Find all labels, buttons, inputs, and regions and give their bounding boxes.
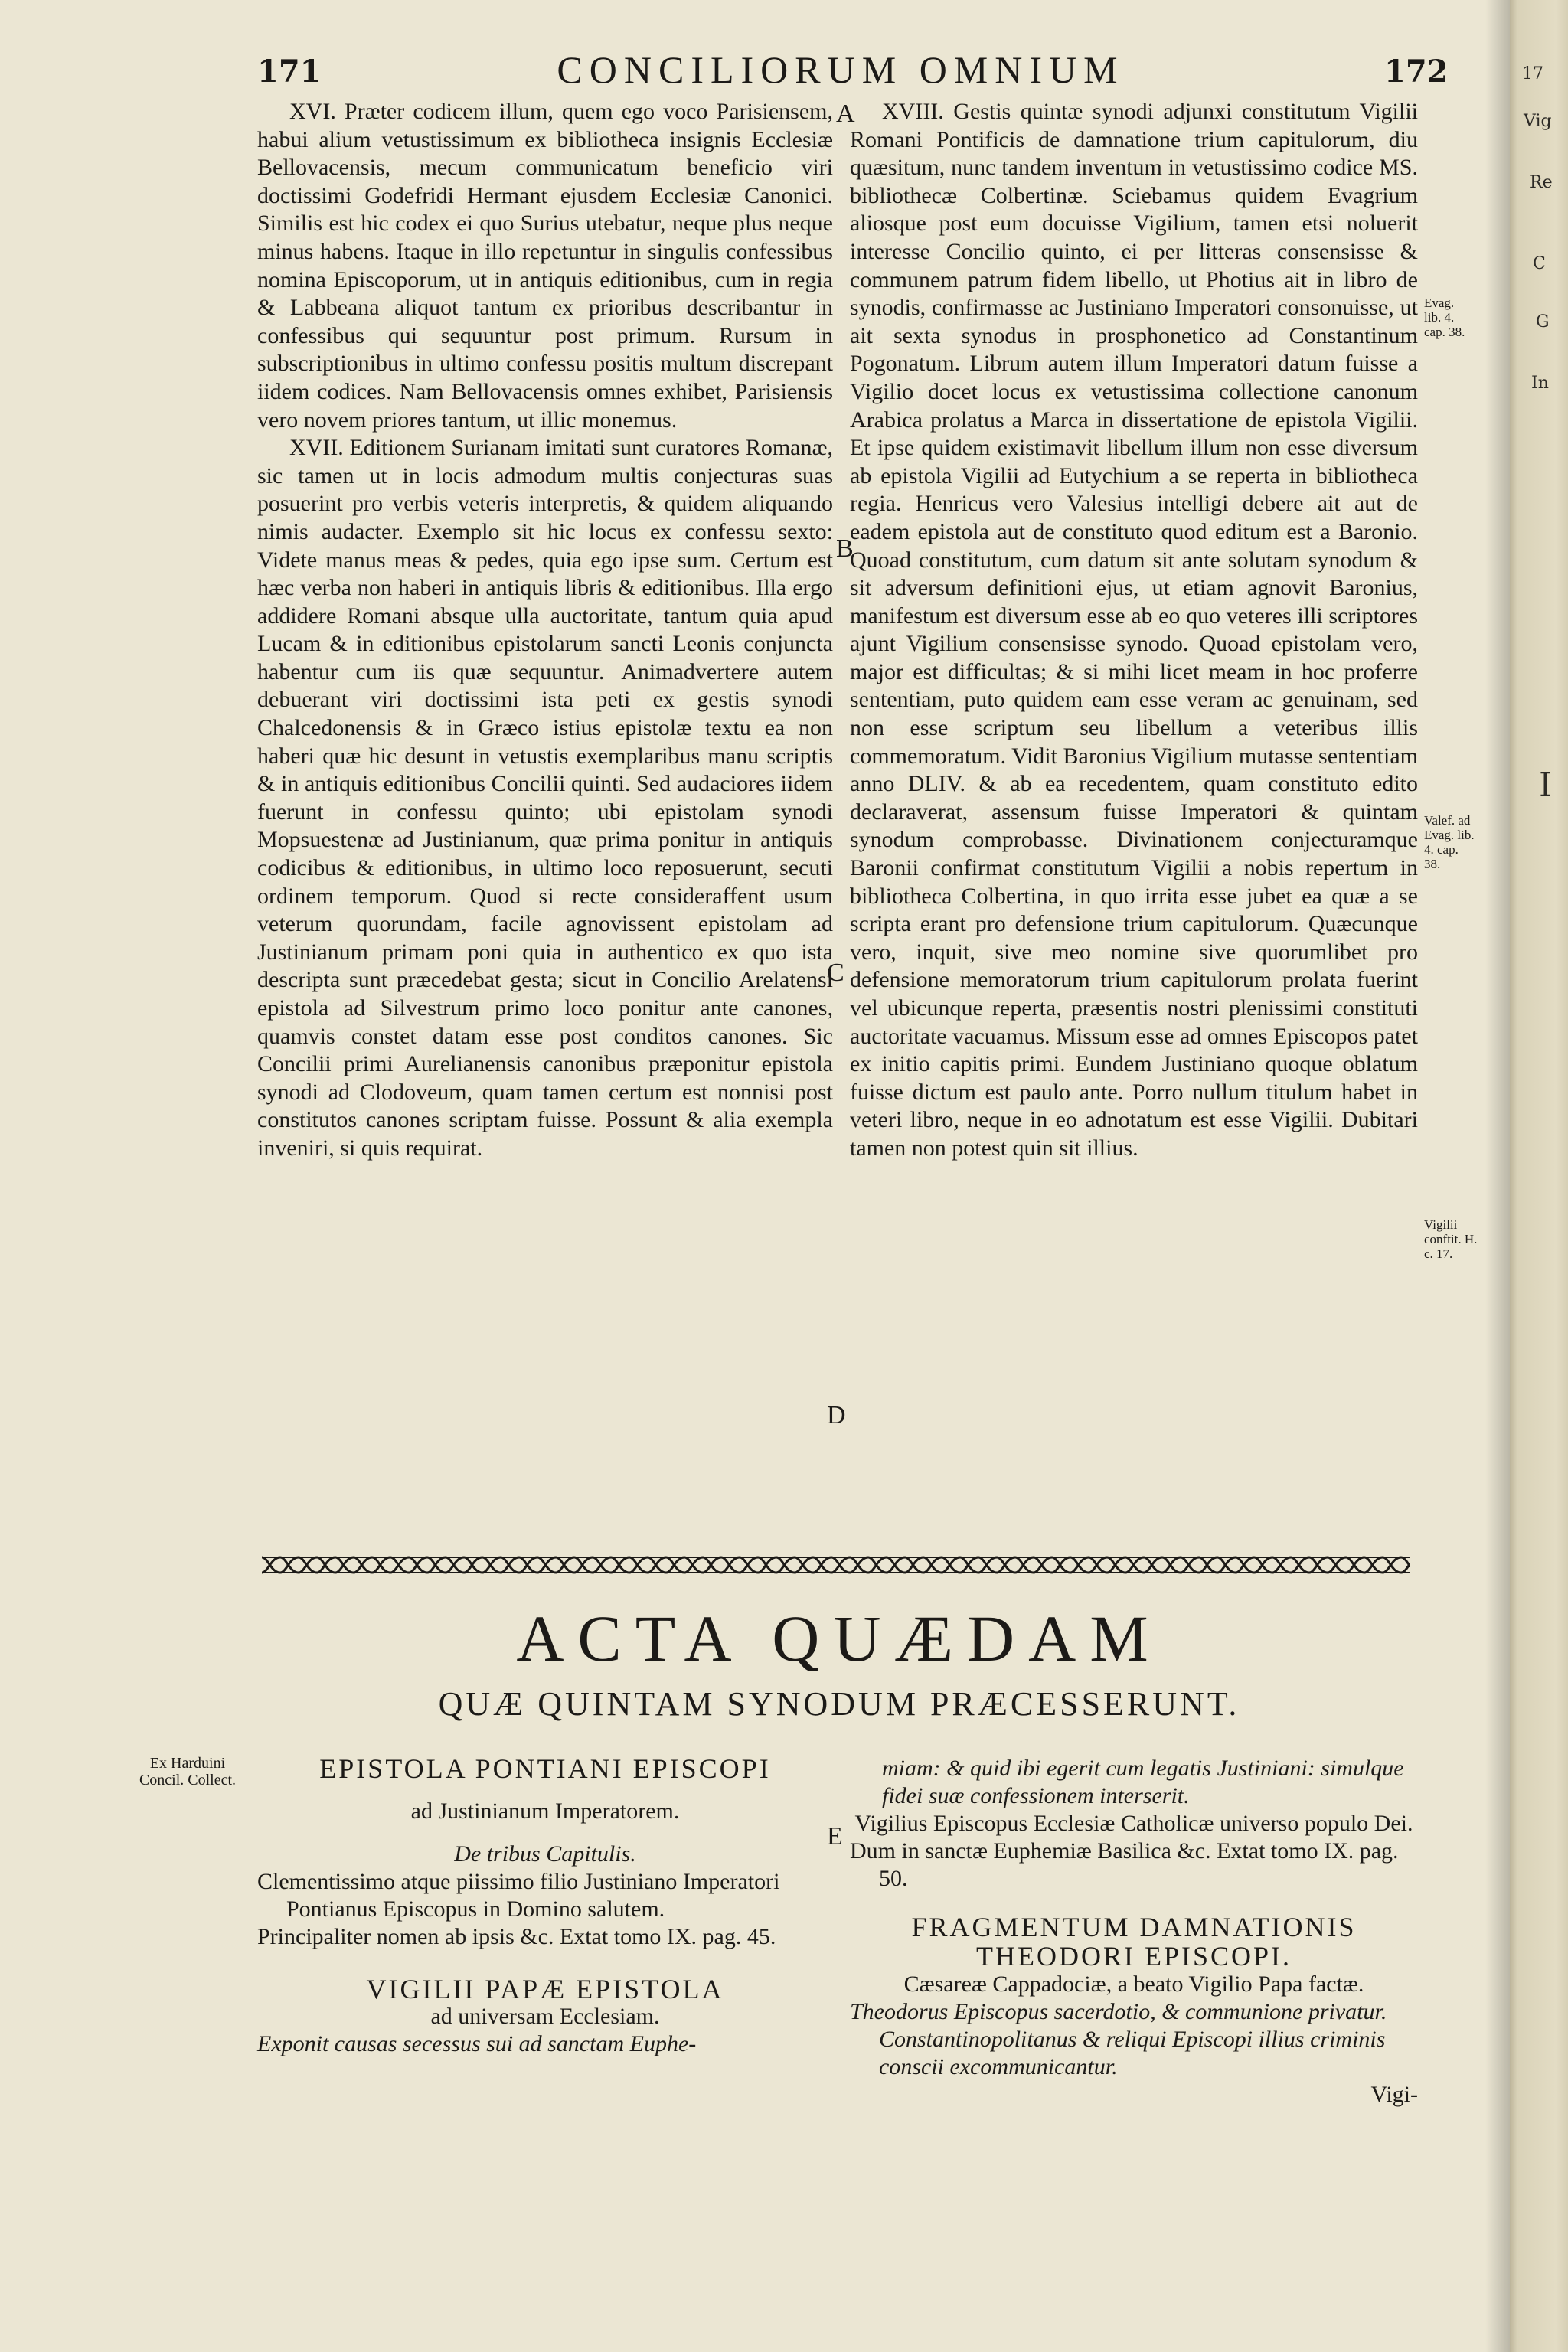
side-note-vigilii: Vigilii conftit. H. c. 17. bbox=[1424, 1217, 1478, 1261]
salutation: Clementissimo atque piissimo filio Justiniano Imperatori Pontianus Episcopus in Domino salutem. bbox=[257, 1869, 780, 1922]
next-page-fragment: Re bbox=[1530, 173, 1553, 192]
next-page-fragment: Vig bbox=[1524, 112, 1552, 131]
gutter-shadow bbox=[1485, 0, 1511, 2352]
next-page-fragment: G bbox=[1536, 312, 1550, 332]
section-title: ACTA QUÆDAM bbox=[516, 1602, 1162, 1675]
ornamental-rule bbox=[262, 1552, 1410, 1578]
next-page-edge bbox=[1510, 0, 1568, 2352]
next-page-fragment: 17 bbox=[1522, 64, 1544, 83]
section-marker-e: E bbox=[827, 1822, 843, 1851]
page-number-left: 171 bbox=[257, 54, 322, 90]
catchword: Vigi- bbox=[1370, 2082, 1418, 2107]
topic-tribus-capitulis: De tribus Capitulis. bbox=[454, 1841, 636, 1867]
page-number-right: 172 bbox=[1384, 54, 1449, 90]
next-page-fragment: C bbox=[1533, 254, 1546, 273]
heading-pontiani: EPISTOLA PONTIANI EPISCOPI bbox=[319, 1753, 771, 1784]
section-marker-b: B bbox=[836, 534, 854, 563]
paragraph-xvii: XVII. Editionem Surianam imitati sunt curatores Romanæ, sic tamen ut in locis admodum multis conjecturas suas posuerint pro verbis veteris interpretis, & quidem aliquando nimis audacter. Exemplo sit hic locus ex confessu sexto: Videte manus meas & pedes, quia ego ipse sum. Certum est hæc verba non haberi in antiquis libris & editionibus. Illa ergo addidere Romani absque ulla auctoritate, tantum quia apud Lucam & in editionibus epistolarum sancti Leonis conjuncta habentur cum iis quæ sequuntur. Animadvertere autem debuerant viri doctissimi ista peti ex gestis synodi Chalcedonensis & in Græco istius epistolæ textu ea non haberi quæ hic desunt in vetustis exemplaribus manu scriptis & in antiquis editionibus Concilii quinti. Sed audaciores iidem fuerunt in confessu quinto; ubi epistolam synodi Mopsuestenæ ad Justinianum, quæ prima ponitur in antiquis codicibus & editionibus, in ultimo loco reposuerunt, secuti ordinem temporum. Quod si recte consideraffent usum veterum quorundam, facile agnovissent epistolam ad Justinianum primam poni quia in authentico ex quo ista descripta sunt præcedebat gesta; sicut in Concilio Arelatensi epistola ad Silvestrum primo loco ponitur ante canones, quamvis constet datam esse post conditos canones. Sic Concilii primi Aurelianensis canonibus præponitur epistola synodi ad Clodoveum, quam tamen certum est nonnisi post constitutos canones scriptam fuisse. Possunt & alia exempla inveniri, si quis requirat. bbox=[257, 435, 833, 1161]
running-title: CONCILIORUM OMNIUM bbox=[557, 48, 1125, 91]
left-text-column bbox=[257, 98, 833, 1163]
side-note-hardouin: Ex Harduini Concil. Collect. bbox=[139, 1755, 237, 1788]
summary-vigilii-cont: miam: & quid ibi egerit cum legatis Justiniani: simulque fidei suæ confessionem interserit. bbox=[882, 1756, 1404, 1808]
next-page-fragment: In bbox=[1531, 374, 1549, 393]
paragraph-xviii: XVIII. Gestis quintæ synodi adjunxi constitutum Vigilii Romani Pontificis de damnatione trium capitulorum, diu quæsitum, nunc tandem inventum in vetustissimo codice MS. bibliothecæ Colbertinæ. Sciebamus quidem Evagrium aliosque post eum docuisse Vigilium, tamen etsi noluerit interesse Concilio quinto, ei per litteras consensisse & communem patrum fidem libello, ut Photius ait in libro de synodis, confirmasse ac Justiniano Imperatori consonuisse, ut ait sexta synodus in prosphonetico ad Constantinum Pogonatum. Librum autem illum Imperatori datum fuisse a Vigilio docet locus ex vetustissima collectione canonum Arabica prolatus a Marca in dissertatione de epistola Vigilii. Et ipse quidem existimavit libellum illum non esse diversum ab epistola Vigilii ad Eutychium a se reperta in bibliotheca regia. Henricus vero Valesius intelligi debere ait aut de eadem epistola aut de constituto quod editum est a Baronio. Quoad constitutum, cum datum sit ante solutam synodum & sit adversum definitioni ejus, ut etiam agnovit Baronius, manifestum est diversum esse ab eo quo veteres illi scriptores ajunt Vigilium consensisse synodo. Quoad epistolam vero, major est difficultas; & si mihi licet meam in hoc proferre sententiam, puto quidem eam esse veram ac genuinam, sed non esse scriptum seu libellum a veteribus illis commemoratum. Vidit Baronius Vigilium mutasse sententiam anno DLIV. & ab ea recedentem, quam constituto edito declaraverat, assensum fuisse Imperatori & quintam synodum comprobasse. Divinationem conjecturamque Baronii confirmat constitutum Vigilii a nobis repertum in bibliotheca Colbertina, in quo irrita esse jubet ea quæ a se scripta erant pro defensione trium capitulorum. Quæcunque vero, inquit, sive meo nomine sive quorumlibet pro defensione memoratorum trium capitulorum prolata fuerint vel ubicunque reperta, præsentis nostri plenissimi constituti auctoritate vacuamus. Missum esse ad omnes Episcopos patet ex initio capitis primi. Eundem Justiniano quoque oblatum fuisse dictum est paulo ante. Porro nullum titulum habet in veteri libro, neque in eo adnotatum est esse Vigilii. Dubitari tamen non potest quin sit illius. bbox=[850, 99, 1418, 1161]
heading-fragmentum: FRAGMENTUM DAMNATIONIS THEODORI EPISCOPI. bbox=[911, 1912, 1357, 1971]
section-marker-d: D bbox=[827, 1401, 846, 1429]
side-note-evagrius: Evag. lib. 4. cap. 38. bbox=[1424, 296, 1465, 339]
summary-theodori: Theodorus Episcopus sacerdotio, & communione privatur. Constantinopolitanus & reliqui Episcopi illius criminis conscii excommunicantur. bbox=[850, 1999, 1387, 2079]
incipit-pontiani: Principaliter nomen ab ipsis &c. Extat tomo IX. pag. 45. bbox=[257, 1924, 776, 1949]
incipit-vigilii: Dum in sanctæ Euphemiæ Basilica &c. Extat tomo IX. pag. 50. bbox=[850, 1838, 1399, 1891]
summary-vigilii: Exponit causas secessus sui ad sanctam Euphe- bbox=[257, 2031, 697, 2056]
heading-vigilii-sub: ad universam Ecclesiam. bbox=[430, 2004, 660, 2029]
right-text-column bbox=[850, 98, 1418, 1163]
heading-pontiani-sub: ad Justinianum Imperatorem. bbox=[410, 1798, 680, 1824]
section-marker-c: C bbox=[827, 959, 844, 987]
section-marker-a: A bbox=[836, 100, 855, 128]
paragraph-xvi: XVI. Præter codicem illum, quem ego vocο Parisiensem, habui alium vetustissimum ex bibliotheca insignis Ecclesiæ Bellovacensis, mecum communicatum beneficio viri doctissimi Godefridi Hermant ejusdem Ecclesiæ Canonici. Similis est hic codex ei quo Surius utebatur, neque plus neque minus habens. Itaque in illo repetuntur in singulis confessibus nomina Episcoporum, ut in antiquis editionibus, cum in regia & Labbeana aliquot tantum ex prioribus describantur in confessibus qui sequuntur post primum. Rursum in subscriptionibus in ultimo confessu positis multum discrepant iidem codices. Nam Bellovacensis omnes exhibet, Parisiensis vero novem priores tantum, ut illic monemus. bbox=[257, 99, 833, 433]
side-note-valesius: Valef. ad Evag. lib. 4. cap. 38. bbox=[1424, 813, 1475, 871]
next-page-fragment: I bbox=[1539, 766, 1553, 805]
lower-right-column bbox=[850, 1755, 1418, 2109]
address-vigilii: Vigilius Episcopus Ecclesiæ Catholicæ universo populo Dei. bbox=[854, 1811, 1413, 1836]
section-subtitle: QUÆ QUINTAM SYNODUM PRÆCESSERUNT. bbox=[438, 1685, 1240, 1723]
heading-fragmentum-sub: Cæsareæ Cappadociæ, a beato Vigilio Papa factæ. bbox=[903, 1971, 1364, 1997]
heading-vigilii: VIGILII PAPÆ EPISTOLA bbox=[366, 1974, 724, 2004]
lower-left-column bbox=[257, 1755, 833, 2058]
